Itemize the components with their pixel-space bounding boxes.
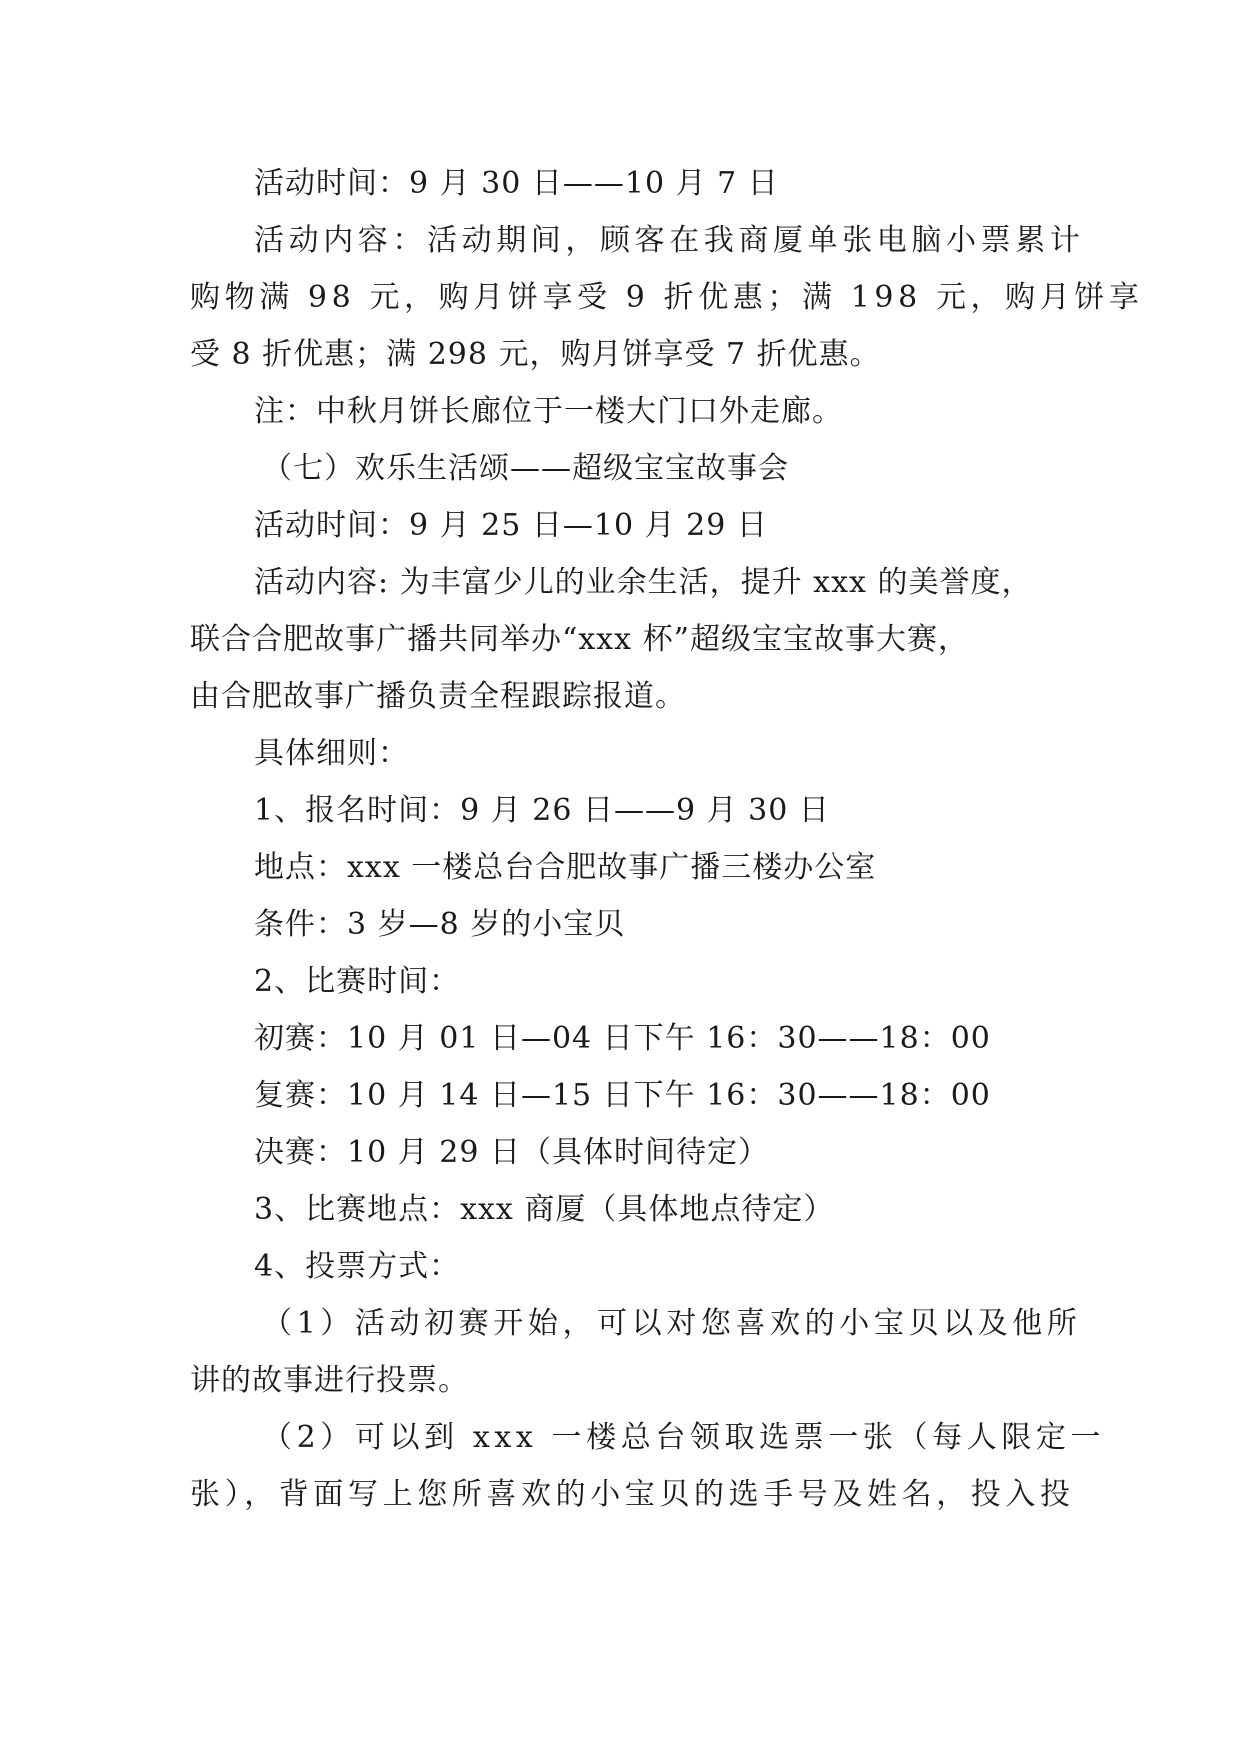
text-line: 初赛：10 月 01 日—04 日下午 16：30——18：00 xyxy=(254,1021,991,1056)
section-heading: （七）欢乐生活颂——超级宝宝故事会 xyxy=(262,451,789,486)
text-line: 受 8 折优惠；满 298 元，购月饼享受 7 折优惠。 xyxy=(190,337,881,372)
text-line: 条件：3 岁—8 岁的小宝贝 xyxy=(254,907,626,942)
text-line: 购物满 98 元，购月饼享受 9 折优惠；满 198 元，购月饼享 xyxy=(190,280,1144,315)
text-line: 决赛：10 月 29 日（具体时间待定） xyxy=(254,1135,769,1170)
text-line: 活动时间：9 月 30 日——10 月 7 日 xyxy=(254,166,779,201)
text-line: （2）可以到 xxx 一楼总台领取选票一张（每人限定一 xyxy=(262,1420,1106,1455)
text-line: 具体细则： xyxy=(254,736,409,771)
text-line: 2、比赛时间： xyxy=(254,964,461,999)
text-line: 地点：xxx 一楼总台合肥故事广播三楼办公室 xyxy=(254,850,877,885)
text-line: 3、比赛地点：xxx 商厦（具体地点待定） xyxy=(254,1192,835,1227)
text-line: 由合肥故事广播负责全程跟踪报道。 xyxy=(190,679,686,714)
text-line: 活动时间：9 月 25 日—10 月 29 日 xyxy=(254,508,768,543)
text-line: 讲的故事进行投票。 xyxy=(190,1363,469,1398)
text-line: 活动内容：活动期间，顾客在我商厦单张电脑小票累计 xyxy=(254,223,1085,258)
text-line: 1、报名时间：9 月 26 日——9 月 30 日 xyxy=(254,793,830,828)
text-line: 张），背面写上您所喜欢的小宝贝的选手号及姓名，投入投 xyxy=(190,1477,1075,1512)
text-line: 复赛：10 月 14 日—15 日下午 16：30——18：00 xyxy=(254,1078,991,1113)
text-line: 联合合肥故事广播共同举办“xxx 杯”超级宝宝故事大赛， xyxy=(190,622,969,657)
text-line: 4、投票方式： xyxy=(254,1249,461,1284)
text-line: （1）活动初赛开始，可以对您喜欢的小宝贝以及他所 xyxy=(262,1306,1082,1341)
text-line: 活动内容: 为丰富少儿的业余生活，提升 xxx 的美誉度， xyxy=(254,565,1033,600)
text-line: 注：中秋月饼长廊位于一楼大门口外走廊。 xyxy=(254,394,843,429)
